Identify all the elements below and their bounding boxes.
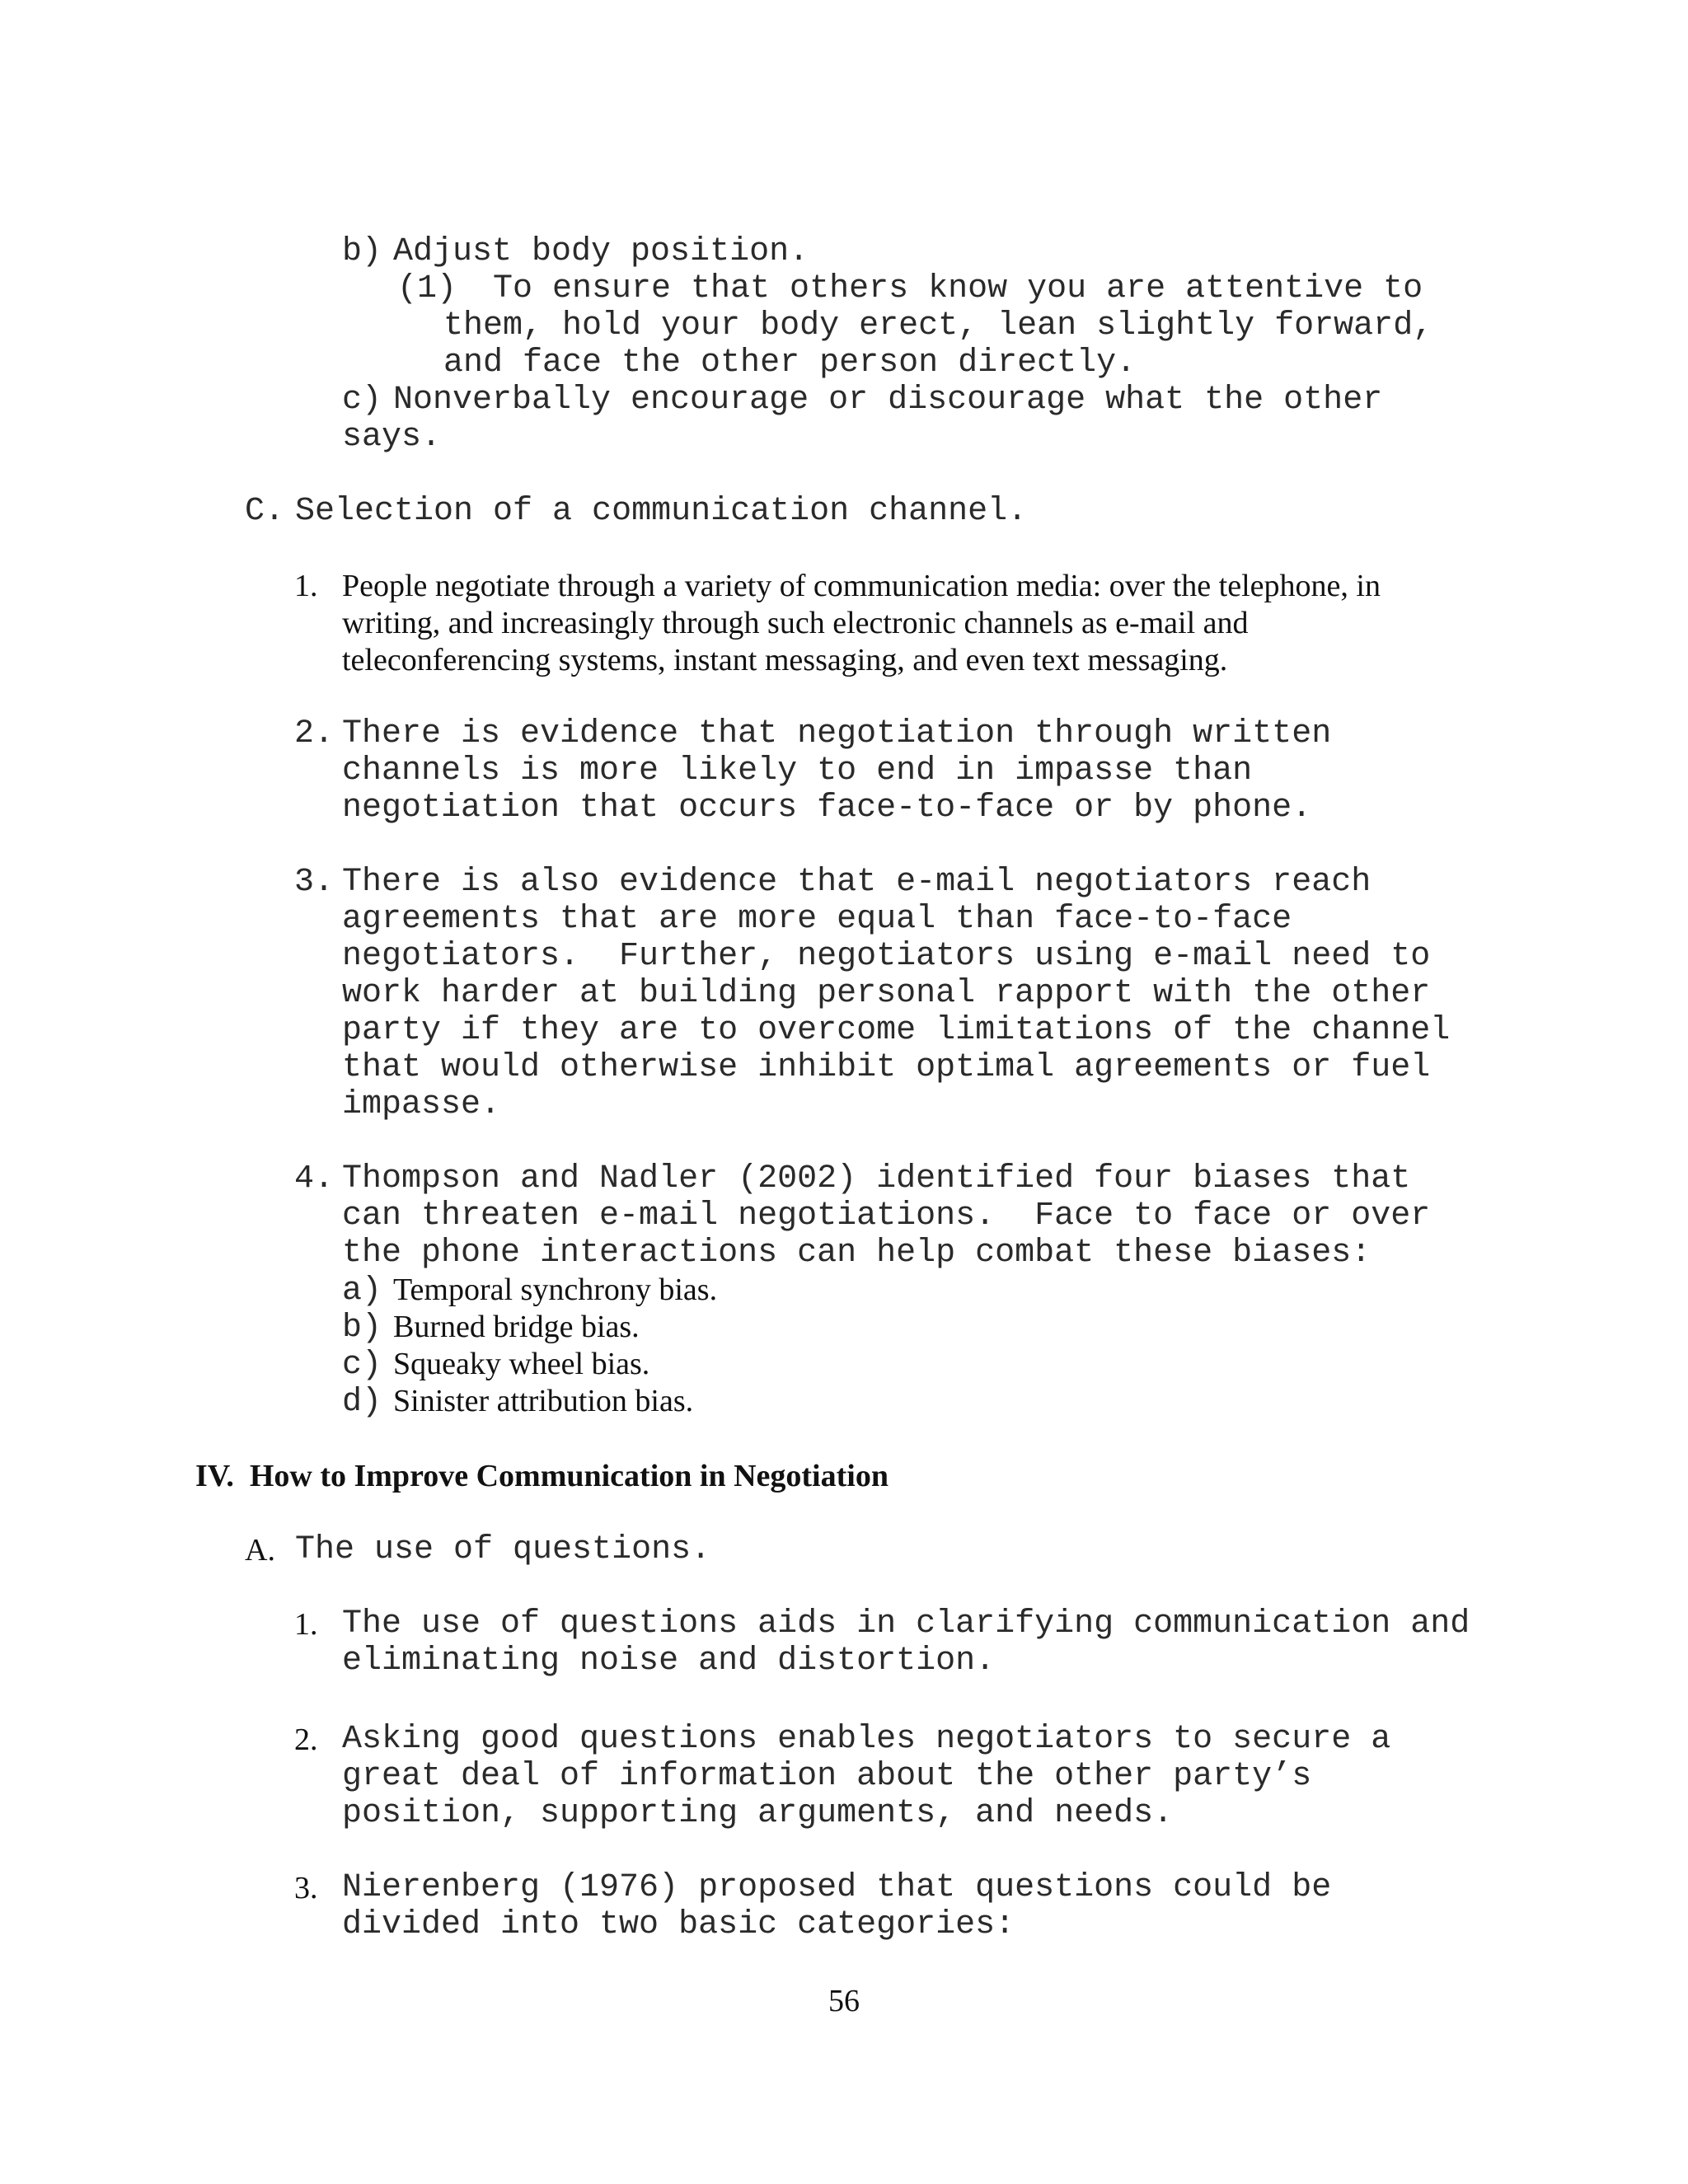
sublist-line: them, hold your body erect, lean slightly forward, [443,307,1433,344]
list-marker-c: c) [342,382,382,419]
item-line: the phone interactions can help combat these biases: [342,1235,1372,1272]
item-line: can threaten e-mail negotiations. Face to face or over [342,1197,1431,1235]
subsection-a-marker: A. [245,1533,275,1568]
item-line: teleconferencing systems, instant messaging, and even text messaging. [342,643,1228,677]
bias-marker: c) [342,1347,382,1384]
item-line: People negotiate through a variety of communication media: over the telephone, in [342,569,1381,603]
bias-text: Burned bridge bias. [393,1310,640,1344]
list-item-c-line: says. [342,419,442,456]
bias-marker: a) [342,1272,382,1310]
section-c-marker: C. [245,493,285,530]
item-marker: 4. [294,1160,335,1197]
item-line: impasse. [342,1086,501,1123]
item-line: agreements that are more equal than face-to-face [342,901,1292,938]
item-line: great deal of information about the other party’s [342,1758,1312,1795]
bias-text: Temporal synchrony bias. [393,1272,718,1307]
list-marker-b: b) [342,233,382,270]
item-marker: 1. [294,1607,318,1642]
item-marker: 1. [294,569,318,603]
bias-marker: b) [342,1310,382,1347]
page-number: 56 [828,1984,860,2018]
item-line: Asking good questions enables negotiators to secure a [342,1721,1391,1758]
item-marker: 2. [294,1722,318,1757]
section-c-title: Selection of a communication channel. [295,493,1028,530]
item-line: negotiation that occurs face-to-face or by phone. [342,790,1312,827]
section-heading: IV. How to Improve Communication in Negotiation [195,1459,889,1493]
sublist-line: and face the other person directly. [443,344,1137,382]
item-marker: 3. [294,1871,318,1905]
bias-text: Sinister attribution bias. [393,1384,694,1418]
sublist-line: To ensure that others know you are attentive to [493,270,1423,307]
item-line: eliminating noise and distortion. [342,1643,996,1680]
item-line: position, supporting arguments, and needs. [342,1795,1174,1832]
item-line: that would otherwise inhibit optimal agreements or fuel [342,1049,1431,1086]
bias-text: Squeaky wheel bias. [393,1347,650,1381]
item-line: writing, and increasingly through such electronic channels as e-mail and [342,606,1249,640]
item-line: work harder at building personal rapport with the other [342,975,1431,1012]
item-line: channels is more likely to end in impasse than [342,752,1253,790]
item-line: There is also evidence that e-mail negotiators reach [342,864,1372,901]
list-item-b-text: Adjust body position. [393,233,809,270]
bias-marker: d) [342,1384,382,1421]
list-item-c-line: Nonverbally encourage or discourage what the other [393,382,1383,419]
sublist-marker-1: (1) [397,270,457,307]
item-marker: 2. [294,715,335,752]
item-line: party if they are to overcome limitations of the channel [342,1012,1451,1049]
item-line: divided into two basic categories: [342,1906,1015,1943]
item-marker: 3. [294,864,335,901]
item-line: There is evidence that negotiation through written [342,715,1332,752]
item-line: The use of questions aids in clarifying communication and [342,1605,1470,1643]
item-line: Nierenberg (1976) proposed that questions could be [342,1869,1332,1906]
item-line: negotiators. Further, negotiators using e-mail need to [342,938,1431,975]
subsection-a-title: The use of questions. [295,1531,711,1568]
item-line: Thompson and Nadler (2002) identified four biases that [342,1160,1411,1197]
